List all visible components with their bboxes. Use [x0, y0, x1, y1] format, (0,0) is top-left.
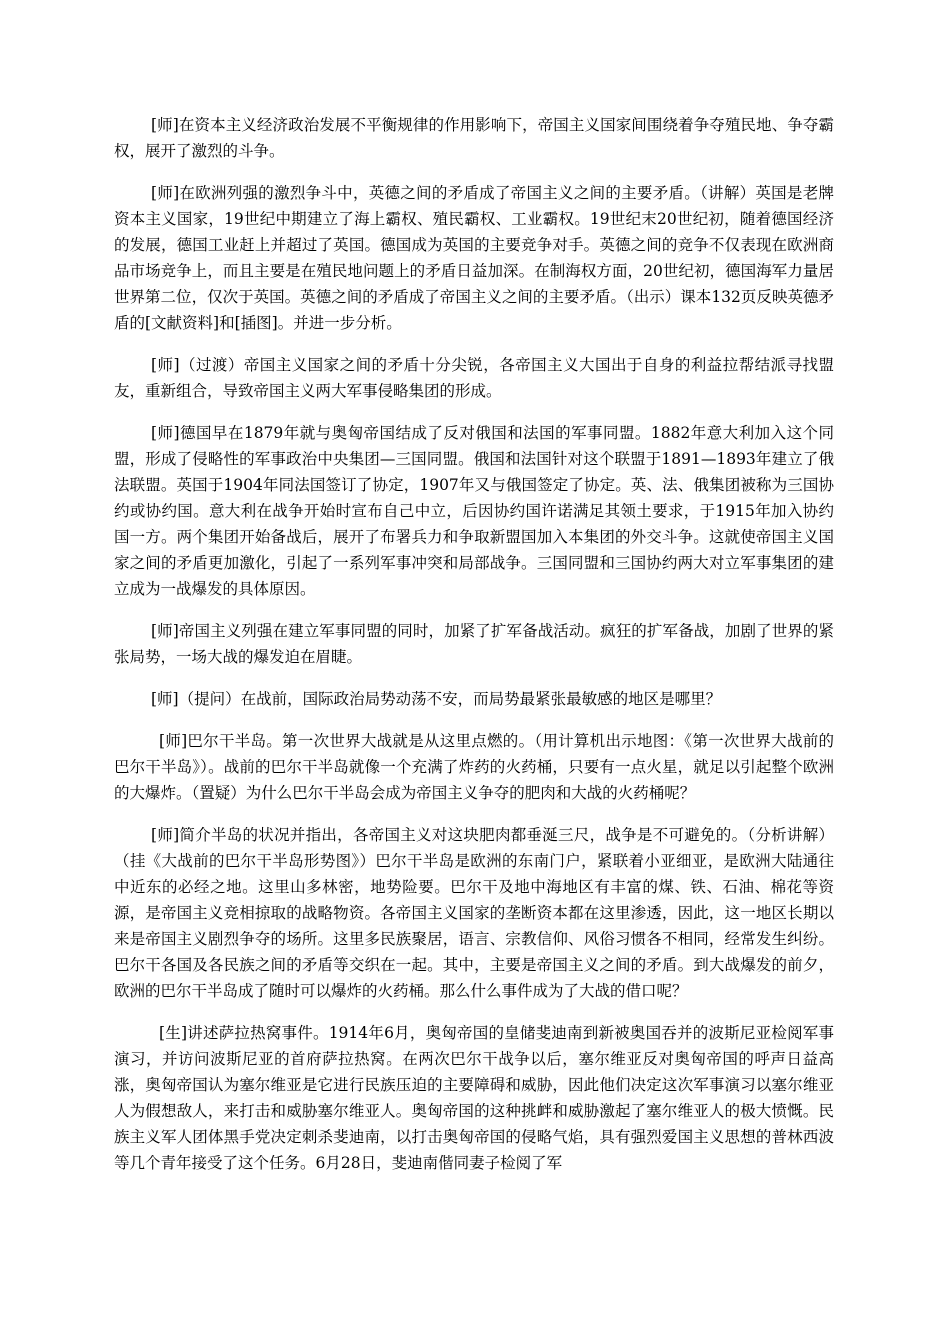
- paragraph-8: [师]简介半岛的状况并指出，各帝国主义对这块肥肉都垂涎三尺，战争是不可避免的。（分析讲解）（挂《大战前的巴尔干半岛形势图》）巴尔干半岛是欧洲的东南门户，紧联着小亚细亚，是欧洲大陆通往中近东的必经之地。这里山多林密，地势险要。巴尔干及地中海地区有丰富的煤、铁、石油、棉花等资源，是帝国主义竞相掠取的战略物资。各帝国主义国家的垄断资本都在这里渗透，因此，这一地区长期以来是帝国主义剧烈争夺的场所。这里多民族聚居，语言、宗教信仰、风俗习惯各不相同，经常发生纠纷。巴尔干各国及各民族之间的矛盾等交织在一起。其中，主要是帝国主义之间的矛盾。到大战爆发的前夕，欧洲的巴尔干半岛成了随时可以爆炸的火药桶。那么什么事件成为了大战的借口呢？: [114, 826, 834, 1000]
- paragraph-2: [师]在欧洲列强的激烈争斗中，英德之间的矛盾成了帝国主义之间的主要矛盾。（讲解）英国是老牌资本主义国家，19世纪中期建立了海上霸权、殖民霸权、工业霸权。19世纪末20世纪初，随着德国经济的发展，德国工业赶上并超过了英国。德国成为英国的主要竞争对手。英德之间的竞争不仅表现在欧洲商品市场竞争上，而且主要是在殖民地问题上的矛盾日益加深。在制海权方面，20世纪初，德国海军力量居世界第二位，仅次于英国。英德之间的矛盾成了帝国主义之间的主要矛盾。（出示）课本132页反映英德矛盾的[文献资料]和[插图]。并进一步分析。: [114, 184, 834, 332]
- paragraph-4: [师]德国早在1879年就与奥匈帝国结成了反对俄国和法国的军事同盟。1882年意大利加入这个同盟，形成了侵略性的军事政治中央集团—三国同盟。俄国和法国针对这个联盟于1891—1893年建立了俄法联盟。英国于1904年同法国签订了协定，1907年又与俄国签定了协定。英、法、俄集团被称为三国协约或协约国。意大利在战争开始时宣布自己中立，后因协约国许诺满足其领土要求，于1915年加入协约国一方。两个集团开始备战后，展开了布署兵力和争取新盟国加入本集团的外交斗争。这就使帝国主义国家之间的矛盾更加激化，引起了一系列军事冲突和局部战争。三国同盟和三国协约两大对立军事集团的建立成为一战爆发的具体原因。: [114, 424, 834, 598]
- paragraph-9: [生]讲述萨拉热窝事件。1914年6月，奥匈帝国的皇储斐迪南到新被奥国吞并的波斯尼亚检阅军事演习，并访问波斯尼亚的首府萨拉热窝。在两次巴尔干战争以后，塞尔维亚反对奥匈帝国的呼声日益高涨，奥匈帝国认为塞尔维亚是它进行民族压迫的主要障碍和威胁，因此他们决定这次军事演习以塞尔维亚人为假想敌人，来打击和威胁塞尔维亚人。奥匈帝国的这种挑衅和威胁激起了塞尔维亚人的极大愤慨。民族主义军人团体黑手党决定刺杀斐迪南，以打击奥匈帝国的侵略气焰，具有强烈爱国主义思想的普林西波等几个青年接受了这个任务。6月28日，斐迪南偕同妻子检阅了军: [114, 1024, 834, 1172]
- paragraph-1: [师]在资本主义经济政治发展不平衡规律的作用影响下，帝国主义国家间围绕着争夺殖民地、争夺霸权，展开了激烈的斗争。: [114, 116, 834, 160]
- document-body: [114, 112, 834, 1192]
- paragraph-5: [师]帝国主义列强在建立军事同盟的同时，加紧了扩军备战活动。疯狂的扩军备战，加剧了世界的紧张局势，一场大战的爆发迫在眉睫。: [114, 622, 834, 666]
- paragraph-3: [师]（过渡）帝国主义国家之间的矛盾十分尖锐，各帝国主义大国出于自身的利益拉帮结派寻找盟友，重新组合，导致帝国主义两大军事侵略集团的形成。: [114, 356, 834, 400]
- paragraph-6: [师]（提问）在战前，国际政治局势动荡不安，而局势最紧张最敏感的地区是哪里？: [151, 690, 722, 708]
- paragraph-7: [师]巴尔干半岛。第一次世界大战就是从这里点燃的。（用计算机出示地图：《第一次世界大战前的巴尔干半岛》）。战前的巴尔干半岛就像一个充满了炸药的火药桶，只要有一点火星，就足以引起整个欧洲的大爆炸。（置疑）为什么巴尔干半岛会成为帝国主义争夺的肥肉和大战的火药桶呢？: [114, 732, 834, 802]
